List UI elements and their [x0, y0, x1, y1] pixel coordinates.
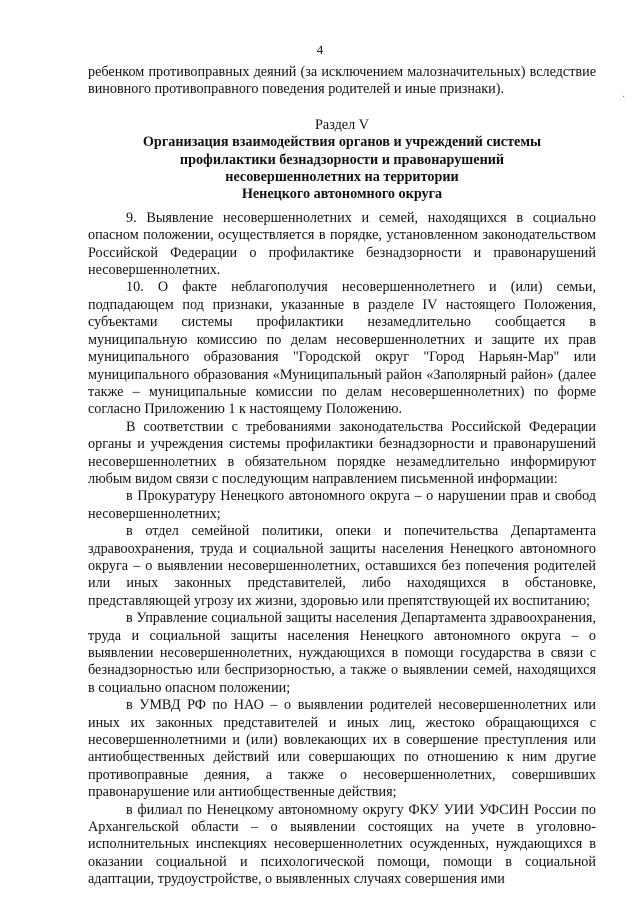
section-label: Раздел V [315, 116, 369, 133]
paragraph-10: 10. О факте неблагополучия несовершеннолетнего и (или) семьи, подпадающем под признаки, указанные в разделе IV настоящего Положения, субъектами системы профилактики незамедлительно сообщается в муниципальную комиссию по делам несовершеннолетних и защите их прав муниципального образования "Городской округ "Город Нарьян-Мар" или муниципального образования «Муниципальный район «Заполярный район» (далее также – муниципальные комиссии по делам несовершеннолетних) по форме согласно Приложению 1 к настоящему Положению. [88, 279, 596, 418]
section-title [88, 134, 596, 204]
opening-paragraph: ребенком противоправных деяний (за исключением малозначительных) вследствие виновного противоправного поведения родителей и иные признаки). [88, 64, 596, 98]
list-item-family-policy: в отдел семейной политики, опеки и попечительства Департамента здравоохранения, труда и социальной защиты населения Ненецкого автономного округа – о выявлении несовершеннолетних, оставшихся без попечения родителей или иных законных представителей, либо находящихся в обстановке, представляющей угрозу их жизни, здоровью или препятствующей их воспитанию; [88, 523, 596, 609]
section-title-line: Организация взаимодействия органов и учреждений системы [142, 134, 542, 151]
margin-mark: · [622, 92, 626, 103]
section-title-line: несовершеннолетних на территории [225, 169, 459, 186]
section-title-line: профилактики безнадзорности и правонарушений [179, 151, 505, 168]
page-number: 4 [316, 42, 324, 57]
paragraph-requirements: В соответствии с требованиями законодательства Российской Федерации органы и учреждения системы профилактики безнадзорности и правонарушений несовершеннолетних в обязательном порядке незамедлительно информируют любым видом связи с последующим направлением письменной информации: [88, 418, 596, 487]
list-item-umvd: в УМВД РФ по НАО – о выявлении родителей несовершеннолетних или иных их законных представителей и иных лиц, жестоко обращающихся с несовершеннолетними и (или) вовлекающих их в совершение преступления или антиобщественных действий или совершающих по отношению к ним другие противоправные деяния, а также о несовершеннолетних, совершивших правонарушение или антиобщественные действия; [88, 697, 596, 801]
paragraph-9: 9. Выявление несовершеннолетних и семей, находящихся в социально опасном положении, осуществляется в порядке, установленном законодательством Российской Федерации о профилактике безнадзорности и правонарушений несовершеннолетних. [88, 209, 596, 279]
section-title-line: Ненецкого автономного округа [241, 186, 443, 203]
list-item-fsin: в филиал по Ненецкому автономному округу ФКУ УИИ УФСИН России по Архангельской области – о выявлении состоящих на учете в уголовно-исполнительных инспекциях несовершеннолетних осужденных, нуждающихся в оказании социальной и психологической помощи, помощи в социальной адаптации, трудоустройстве, о выявленных случаях совершения ими [88, 801, 596, 888]
list-item-social-protection: в Управление социальной защиты населения Департамента здравоохранения, труда и социальной защиты населения Ненецкого автономного округа – о выявлении несовершеннолетних, нуждающихся в помощи государства в связи с безнадзорностью или беспризорностью, а также о выявлении семей, находящихся в социально опасном положении; [88, 610, 596, 696]
document-body [88, 64, 596, 889]
list-item-prosecutor: в Прокуратуру Ненецкого автономного округа – о нарушении прав и свобод несовершеннолетних; [88, 488, 596, 522]
